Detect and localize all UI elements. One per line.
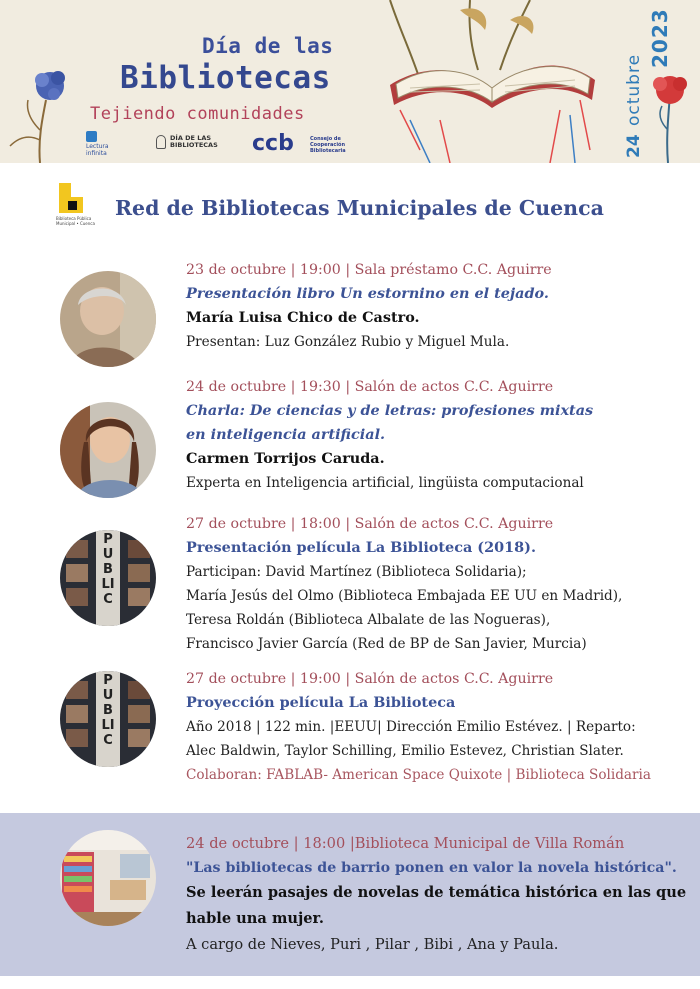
- header-banner: [0, 0, 700, 163]
- logo-lectura-infinita: Lectura infinita: [86, 131, 120, 157]
- event-2-title-line2: en inteligencia artificial.: [186, 426, 386, 443]
- event-2-title-line1: Charla: De ciencias y de letras: profesiones mixtas: [186, 402, 594, 419]
- featured-credit: A cargo de Nieves, Puri , Pilar , Bibi , Ana y Paula.: [186, 936, 559, 953]
- poster-title-text: PUBLIC: [101, 673, 115, 748]
- logo-dia-bibliotecas: DÍA DE LAS BIBLIOTECAS: [156, 135, 218, 149]
- featured-desc-line1: Se leerán pasajes de novelas de temática histórica en las que: [186, 884, 687, 901]
- speaker-photo-maria-luisa: [60, 271, 156, 367]
- event-3: [186, 512, 686, 656]
- featured-event-band: [0, 813, 700, 976]
- event-4-detail-1: Año 2018 | 122 min. |EEUU| Dirección Emilio Estévez. | Reparto:: [186, 719, 636, 735]
- organization-heading: [56, 183, 676, 235]
- event-2-detail: Experta en Inteligencia artificial, lingüista computacional: [186, 475, 584, 491]
- event-4: [186, 667, 686, 787]
- event-1-meta: 23 de octubre | 19:00 | Sala préstamo C.C. Aguirre: [186, 262, 552, 278]
- featured-title: "Las bibliotecas de barrio ponen en valor la novela histórica".: [186, 860, 677, 876]
- event-3-title: Presentación película La Biblioteca (2018).: [186, 539, 536, 556]
- event-2: [186, 375, 686, 495]
- film-poster-la-biblioteca-2: [60, 671, 156, 767]
- event-1-speaker: María Luisa Chico de Castro.: [186, 309, 420, 326]
- title-line1: Día de las: [202, 34, 334, 58]
- book-icon: [86, 131, 97, 142]
- organization-name: Red de Bibliotecas Municipales de Cuenca: [115, 196, 604, 220]
- featured-meta: 24 de octubre | 18:00 |Biblioteca Municipal de Villa Román: [186, 835, 625, 852]
- open-book-illustration: [360, 0, 620, 163]
- red-carnation-illustration: [640, 70, 700, 163]
- bpm-cuenca-logo: Biblioteca Pública Municipal • Cuenca: [56, 183, 106, 231]
- featured-desc-line2: hable una mujer.: [186, 910, 324, 927]
- event-2-meta: 24 de octubre | 19:30 | Salón de actos C.C. Aguirre: [186, 379, 554, 395]
- film-poster-la-biblioteca-1: [60, 530, 156, 626]
- blue-flower-illustration: [0, 60, 80, 163]
- subtitle: Tejiendo comunidades: [90, 104, 305, 124]
- event-3-detail-4: Francisco Javier García (Red de BP de San Javier, Murcia): [186, 636, 587, 652]
- event-4-title: Proyección película La Biblioteca: [186, 694, 456, 711]
- event-1: [186, 258, 686, 354]
- featured-event: [186, 832, 686, 958]
- sponsor-logos: [86, 131, 356, 159]
- title-line2: Bibliotecas: [120, 60, 331, 96]
- lamp-icon: [156, 135, 166, 149]
- event-1-detail: Presentan: Luz González Rubio y Miguel Mula.: [186, 334, 510, 350]
- date-year: 2023: [648, 8, 672, 68]
- speaker-photo-carmen: [60, 402, 156, 498]
- event-3-detail-3: Teresa Roldán (Biblioteca Albalate de las Nogueras),: [186, 612, 551, 628]
- logo-ccb: ccb Consejo de Cooperación Bibliotecaria: [252, 131, 346, 156]
- event-3-meta: 27 de octubre | 18:00 | Salón de actos C.C. Aguirre: [186, 516, 554, 532]
- event-4-collaborators: Colaboran: FABLAB- American Space Quixote | Biblioteca Solidaria: [186, 767, 651, 783]
- date-day: 24: [624, 134, 644, 158]
- poster-title-text: PUBLIC: [101, 532, 115, 607]
- library-photo-villa-roman: [60, 830, 156, 926]
- date-month: octubre: [624, 53, 644, 126]
- event-2-speaker: Carmen Torrijos Caruda.: [186, 450, 385, 467]
- event-3-detail-2: María Jesús del Olmo (Biblioteca Embajada EE UU en Madrid),: [186, 588, 623, 604]
- event-3-detail-1: Participan: David Martínez (Biblioteca Solidaria);: [186, 564, 527, 580]
- event-4-meta: 27 de octubre | 19:00 | Salón de actos C.C. Aguirre: [186, 671, 554, 687]
- event-1-title: Presentación libro Un estornino en el tejado.: [186, 285, 549, 302]
- event-4-detail-2: Alec Baldwin, Taylor Schilling, Emilio Estevez, Christian Slater.: [186, 743, 624, 759]
